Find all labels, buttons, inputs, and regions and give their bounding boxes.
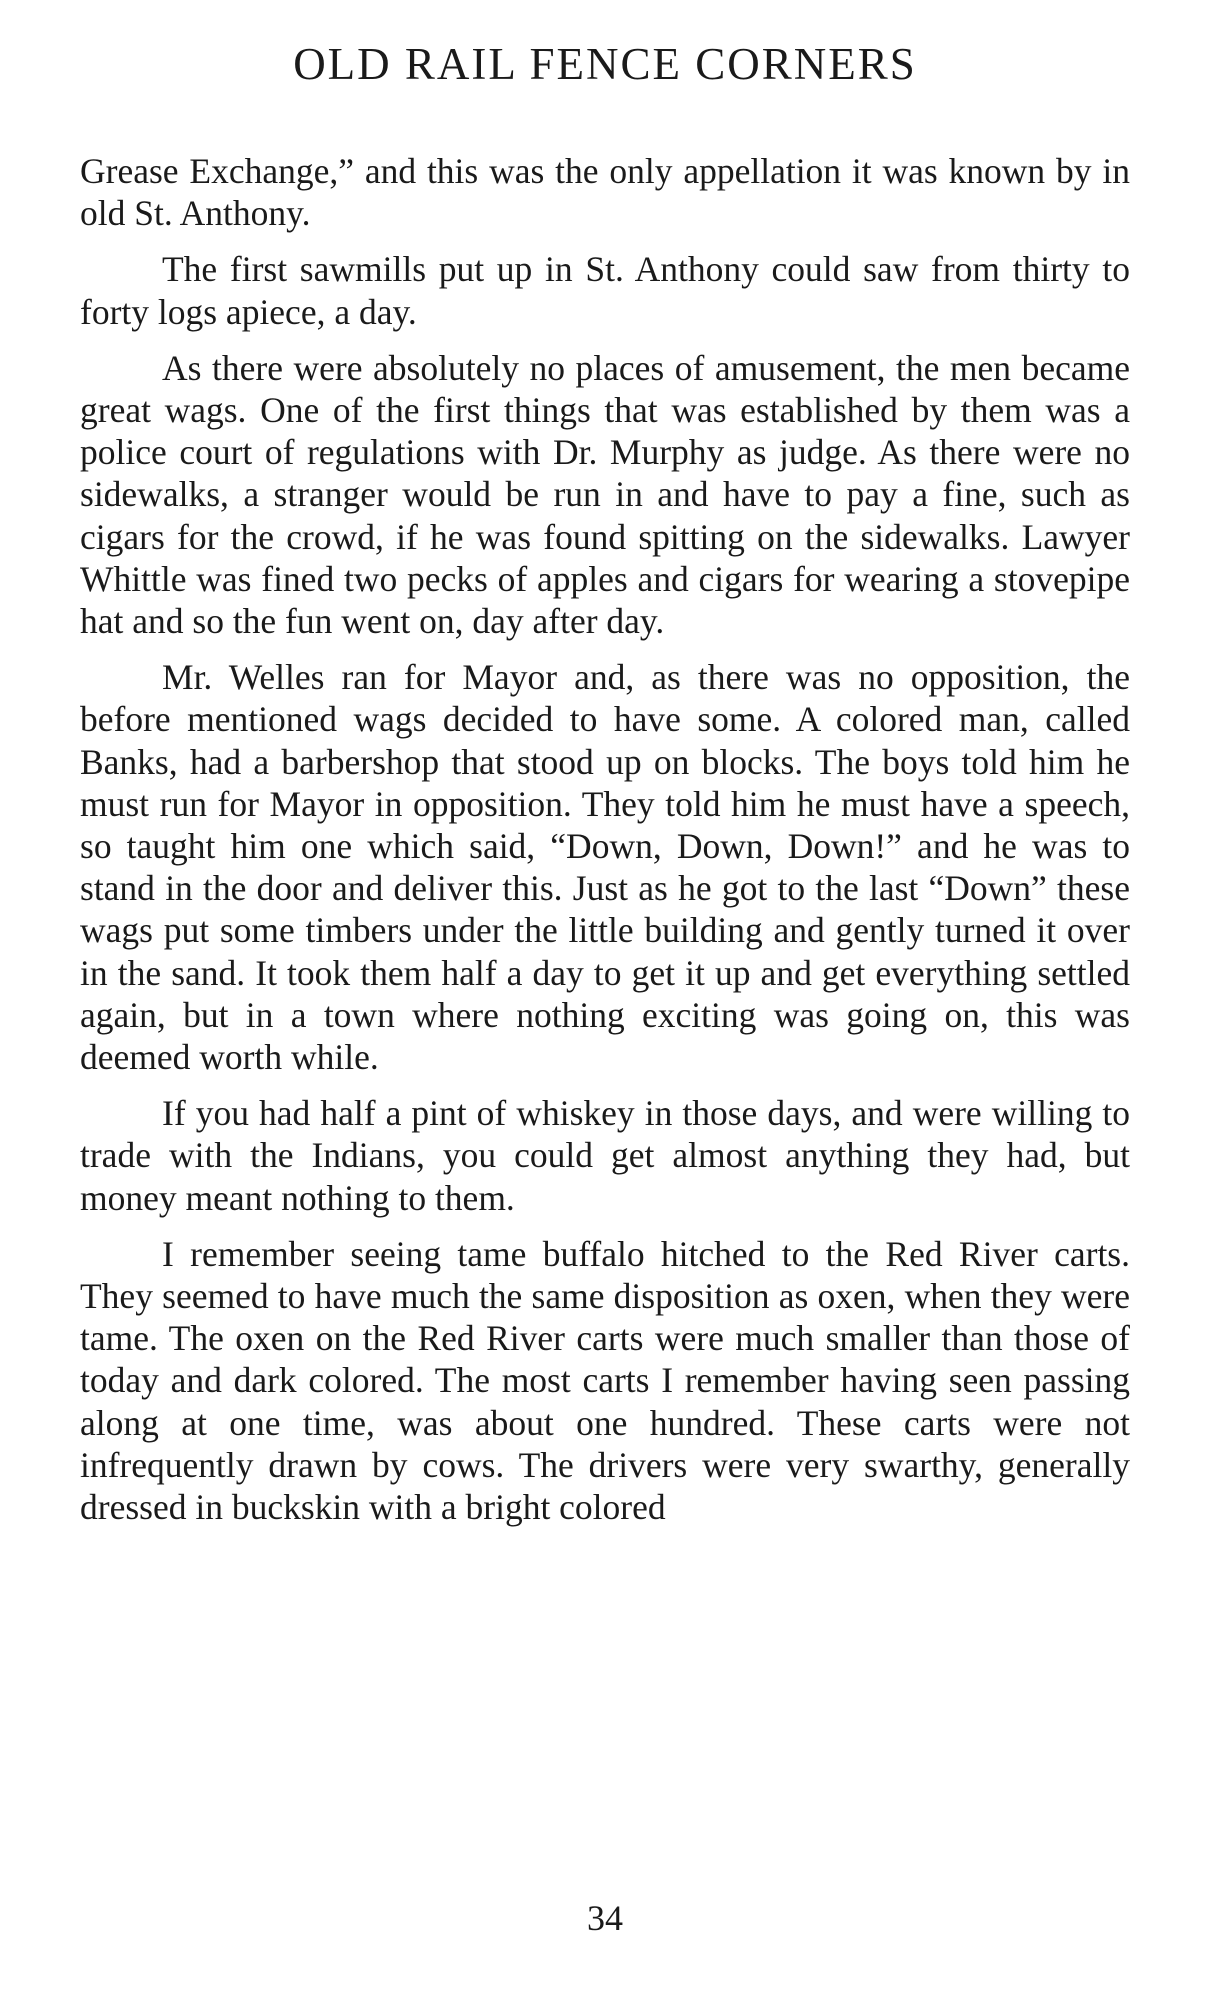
body-text [80, 150, 1130, 1528]
page-number: 34 [587, 1898, 623, 1938]
paragraph-mayor-election: Mr. Welles ran for Mayor and, as there was no opposition, the before mentioned wags decided to have some. A colored man, called Banks, had a barbershop that stood up on blocks. The boys told him he must run for Mayor in opposition. They told him he must have a speech, so taught him one which said, “Down, Down, Down!” and he was to stand in the door and deliver this. Just as he got to the last “Down” these wags put some timbers under the little building and gently turned it over in the sand. It took them half a day to get it up and get everything settled again, but in a town where nothing exciting was going on, this was deemed worth while. [80, 657, 1130, 1078]
paragraph-continued: Grease Exchange,” and this was the only appellation it was known by in old St. Anthony. [80, 151, 1130, 234]
paragraph-sawmills: The first sawmills put up in St. Anthony could saw from thirty to forty logs apiece, a day. [80, 249, 1130, 332]
running-head: OLD RAIL FENCE CORNERS [293, 39, 917, 89]
paragraph-whiskey-trade: If you had half a pint of whiskey in those days, and were willing to trade with the Indians, you could get almost anything they had, but money meant nothing to them. [80, 1093, 1130, 1218]
paragraph-red-river-carts: I remember seeing tame buffalo hitched to the Red River carts. They seemed to have much the same disposition as oxen, when they were tame. The oxen on the Red River carts were much smaller than those of today and dark colored. The most carts I remember having seen passing along at one time, was about one hundred. These carts were not infrequently drawn by cows. The drivers were very swarthy, generally dressed in buckskin with a bright colored [80, 1233, 1130, 1528]
paragraph-police-court: As there were absolutely no places of amusement, the men became great wags. One of the first things that was established by them was a police court of regulations with Dr. Murphy as judge. As there were no sidewalks, a stranger would be run in and have to pay a fine, such as cigars for the crowd, if he was found spitting on the sidewalks. Lawyer Whittle was fined two pecks of apples and cigars for wearing a stovepipe hat and so the fun went on, day after day. [80, 347, 1130, 642]
